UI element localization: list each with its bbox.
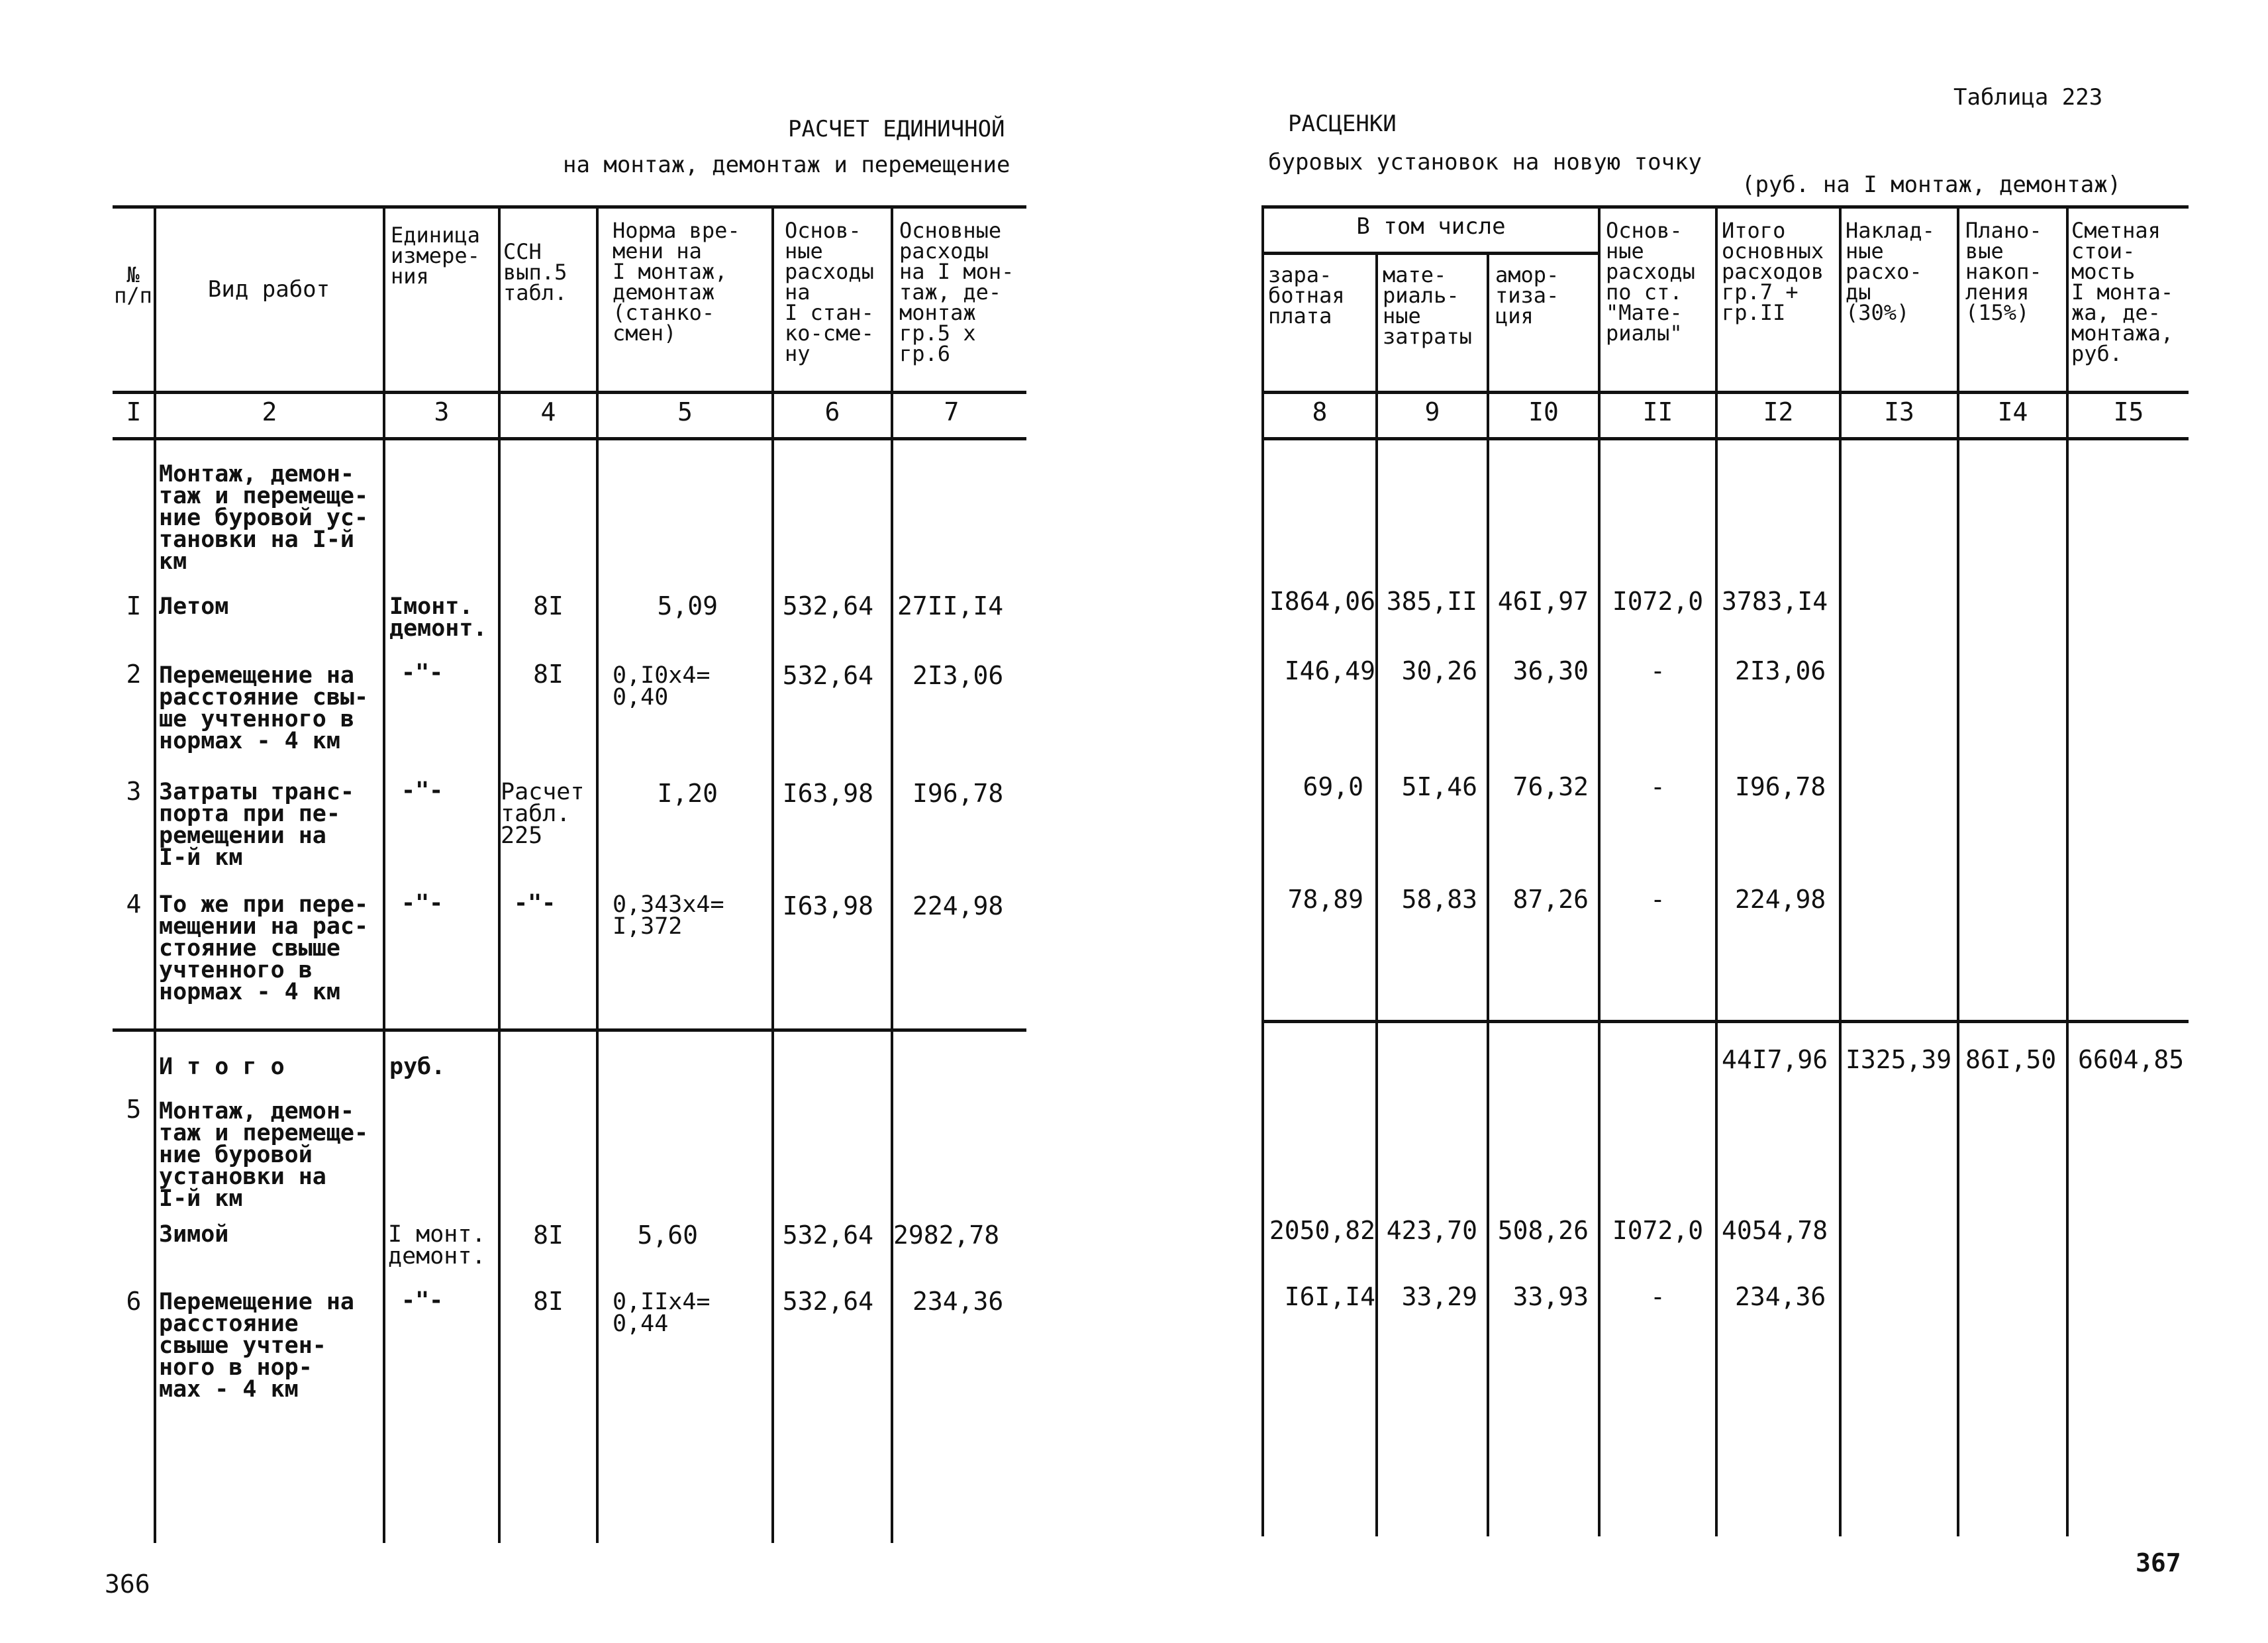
header-estimated-cost: Сметная стои- мость I монта- жа, де- монтажа, руб. [2071,218,2174,366]
ssn-cell: 8I [533,1220,564,1250]
header-overhead: Наклад- ные расхо- ды (30%) [1846,218,1935,325]
row-number: 5 [126,1095,142,1124]
total-cost-cell: 2I3,06 [912,661,1004,690]
page-number-left: 366 [105,1569,150,1599]
right-group-rule [1261,252,1598,255]
norm-cell: 5,60 [637,1220,698,1250]
col-number: 6 [824,397,840,426]
planned-savings-cell: 86I,50 [1965,1045,2057,1074]
col-number: I3 [1884,397,1914,426]
total-base-cell: I96,78 [1735,772,1826,801]
work-description: Зимой [159,1221,229,1248]
depreciation-cell: 46I,97 [1497,587,1589,616]
title-right: РАСЦЕНКИ [1288,111,1397,137]
col-number: I0 [1528,397,1559,426]
wages-cell: I46,49 [1284,656,1375,685]
materials-cost-cell: I072,0 [1612,1216,1704,1245]
total-base-cell: 234,36 [1735,1282,1826,1311]
header-ssn: ССН вып.5 табл. [503,239,567,305]
header-total-base: Итого основных расходов гр.7 + гр.II [1722,218,1824,325]
header-materials: мате- риаль- ные затраты [1383,262,1472,349]
wages-cell: I864,06 [1269,587,1375,616]
materials-cost-cell: - [1650,885,1665,914]
total-base-cell: 224,98 [1735,885,1826,914]
norm-cell: 0,IIx4= 0,44 [613,1289,711,1337]
total-cost-cell: 224,98 [912,891,1004,921]
total-unit: руб. [389,1054,446,1080]
materials-cell: 5I,46 [1401,772,1477,801]
section-heading: Монтаж, демон- таж и перемеще- ние буровой установки на I-й км [159,1098,369,1212]
left-header-rule [113,391,1026,394]
total-base-cell: 44I7,96 [1722,1045,1828,1074]
unit-cell: -"- [401,890,444,917]
base-cost-cell: I63,98 [782,891,873,921]
col-number: I [126,397,142,426]
norm-cell: 0,I0x4= 0,40 [613,662,711,711]
ssn-cell: Расчет табл. 225 [501,779,585,849]
ssn-cell: 8I [533,1287,564,1316]
total-cost-cell: I96,78 [912,779,1004,808]
col-number: 8 [1312,397,1328,426]
unit-cell: Iмонт. демонт. [389,593,487,642]
wages-cell: 69,0 [1303,772,1363,801]
total-cost-cell: 27II,I4 [897,591,1004,621]
depreciation-cell: 508,26 [1497,1216,1589,1245]
depreciation-cell: 36,30 [1512,656,1589,685]
right-itogo-rule [1261,1020,2189,1023]
ssn-cell: -"- [514,890,556,917]
materials-cell: 58,83 [1401,885,1477,914]
work-description: Затраты транс- порта при пе- ремещении на I-й км [159,779,355,871]
materials-cell: 33,29 [1401,1282,1477,1311]
depreciation-cell: 87,26 [1512,885,1589,914]
materials-cost-cell: - [1650,1282,1665,1311]
unit-cell: -"- [401,777,444,804]
work-description: То же при пере- мещении на рас- стояние свыше учтенного в нормах - 4 км [159,891,369,1005]
row-number: 6 [126,1287,142,1316]
page-number-right: 367 [2136,1548,2181,1577]
title-left: РАСЧЕТ ЕДИНИЧНОЙ [788,116,1005,142]
row-number: I [126,591,142,621]
header-depreciation: амор- тиза- ция [1495,262,1559,328]
right-top-rule [1261,205,2189,209]
unit-cell: -"- [401,660,444,686]
overhead-cell: I325,39 [1846,1045,1952,1074]
base-cost-cell: I63,98 [782,779,873,808]
materials-cell: 385,II [1386,587,1477,616]
table-label: Таблица 223 [1953,84,2103,111]
units-note: (руб. на I монтаж, демонтаж) [1742,172,2122,198]
header-total-cost: Основные расходы на I мон- таж, де- монтаж гр.5 х гр.6 [899,218,1014,366]
total-label: И т о г о [159,1054,285,1080]
row-number: 3 [126,777,142,806]
norm-cell: 0,343x4= I,372 [613,891,724,940]
section-heading: Монтаж, демон- таж и перемеще- ние буровой ус- тановки на I-й км [159,461,369,575]
header-group-including: В том числе [1356,213,1506,240]
unit-cell: -"- [401,1287,444,1314]
norm-cell: 5,09 [657,591,718,621]
ssn-cell: 8I [533,591,564,621]
header-norm: Норма вре- мени на I монтаж, демонтаж (станко- смен) [613,218,740,346]
work-description: Летом [159,593,229,620]
materials-cell: 423,70 [1386,1216,1477,1245]
col-number: 7 [944,397,960,426]
col-number: I5 [2113,397,2144,426]
header-number: № п/п [114,262,152,308]
col-number: 3 [434,397,450,426]
header-planned-savings: Плано- вые накоп- ления (15%) [1965,218,2042,325]
unit-cell: I монт. демонт. [388,1221,486,1270]
col-number: I2 [1763,397,1794,426]
work-description: Перемещение на расстояние свыше учтен- ного в нор- мах - 4 км [159,1289,355,1403]
col-number: II [1642,397,1673,426]
left-top-rule [113,205,1026,209]
total-base-cell: 3783,I4 [1722,587,1828,616]
left-itogo-rule [113,1028,1026,1032]
wages-cell: 2050,82 [1269,1216,1375,1245]
header-wages: зара- ботная плата [1268,262,1345,328]
col-number: 4 [540,397,556,426]
col-number: 9 [1424,397,1440,426]
row-number: 4 [126,889,142,919]
materials-cost-cell: I072,0 [1612,587,1704,616]
materials-cell: 30,26 [1401,656,1477,685]
materials-cost-cell: - [1650,772,1665,801]
base-cost-cell: 532,64 [782,591,873,621]
total-base-cell: 2I3,06 [1735,656,1826,685]
header-base-cost: Основ- ные расходы на I стан- ко-сме- ну [785,218,874,366]
total-cost-cell: 234,36 [912,1287,1004,1316]
depreciation-cell: 33,93 [1512,1282,1589,1311]
header-materials-cost: Основ- ные расходы по ст. "Мате- риалы" [1606,218,1695,346]
right-colnum-rule [1261,437,2189,440]
header-work-type: Вид работ [207,276,330,303]
col-number: 2 [262,397,277,426]
left-colnum-rule [113,437,1026,440]
wages-cell: 78,89 [1287,885,1363,914]
base-cost-cell: 532,64 [782,1287,873,1316]
estimated-cost-cell: 6604,85 [2078,1045,2185,1074]
base-cost-cell: 532,64 [782,1220,873,1250]
norm-cell: I,20 [657,779,718,808]
total-base-cell: 4054,78 [1722,1216,1828,1245]
col-number: 5 [677,397,693,426]
col-number: I4 [1997,397,2028,426]
ssn-cell: 8I [533,660,564,689]
wages-cell: I6I,I4 [1284,1282,1375,1311]
row-number: 2 [126,660,142,689]
total-cost-cell: 2982,78 [893,1220,1000,1250]
base-cost-cell: 532,64 [782,661,873,690]
work-description: Перемещение на расстояние свы- ше учтенного в нормах - 4 км [159,662,369,754]
subtitle-left: на монтаж, демонтаж и перемещение [563,152,1011,178]
header-unit: Единица измере- ния [391,223,480,289]
subtitle-right: буровых установок на новую точку [1268,149,1702,175]
depreciation-cell: 76,32 [1512,772,1589,801]
right-header-rule [1261,391,2189,394]
materials-cost-cell: - [1650,656,1665,685]
